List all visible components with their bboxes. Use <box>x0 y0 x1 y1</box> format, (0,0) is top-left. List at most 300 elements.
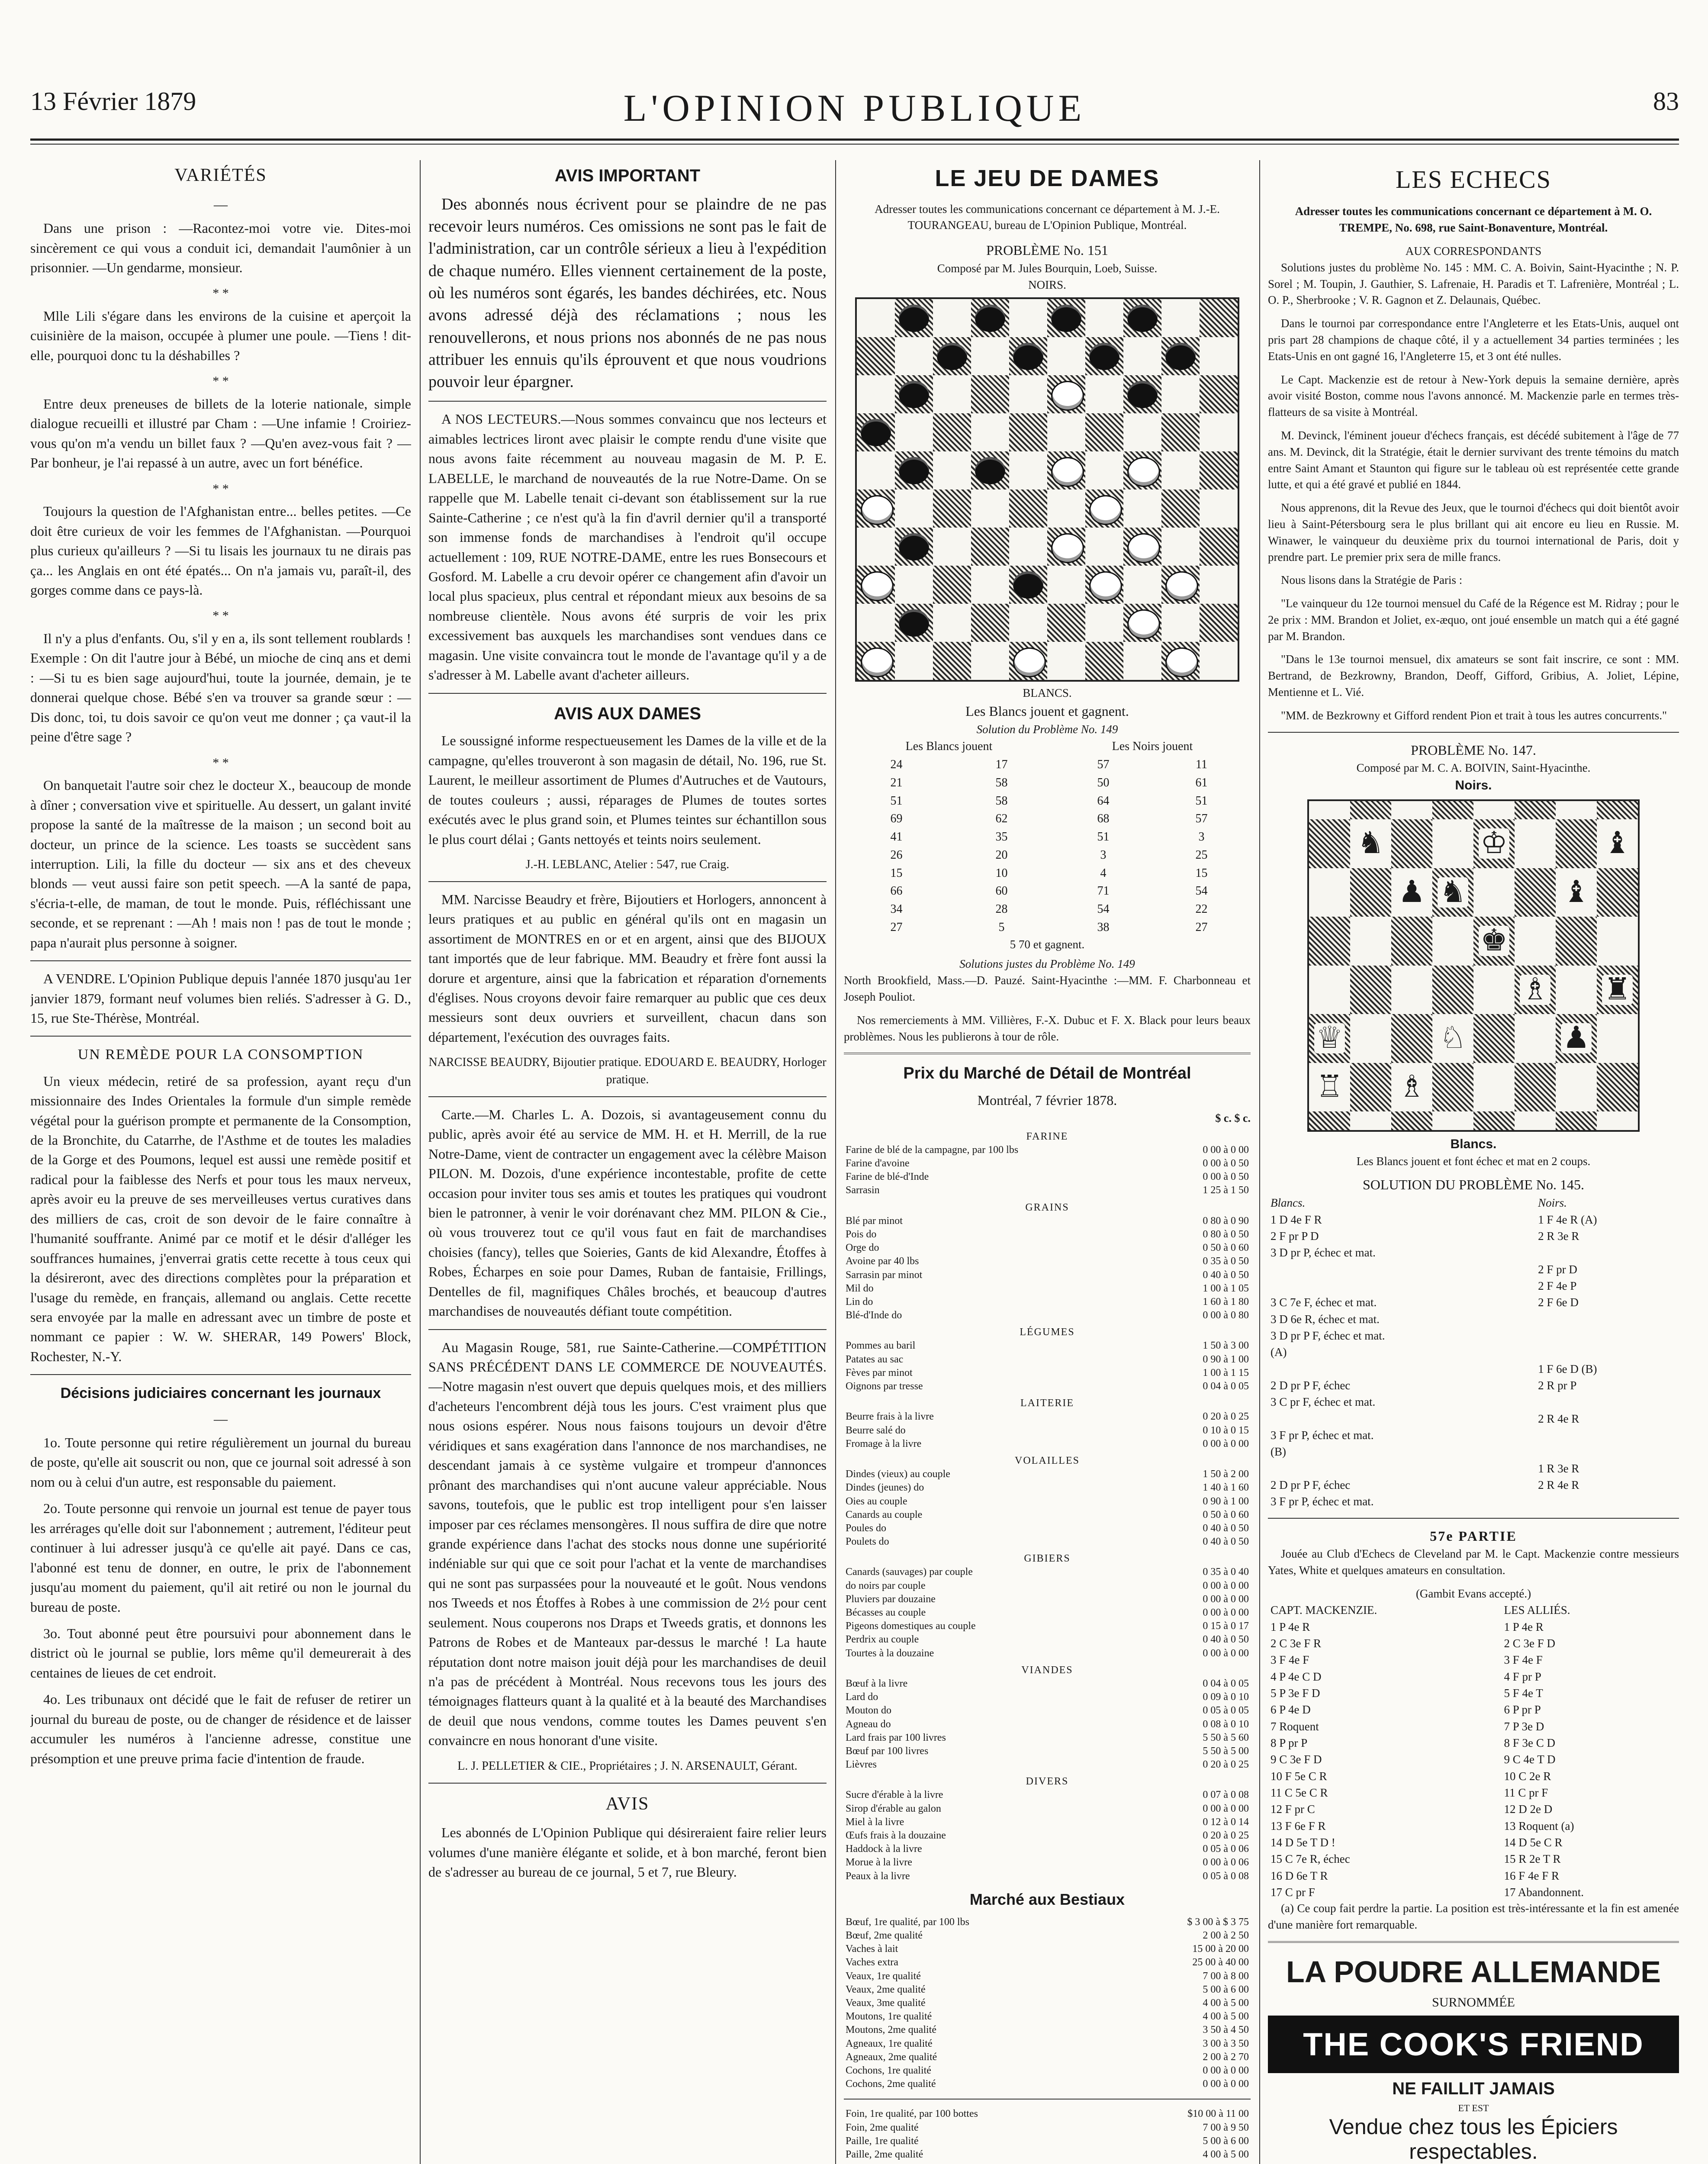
price-item: Patates au sac <box>846 1353 904 1365</box>
board-label-blancs: BLANCS. <box>1023 686 1072 700</box>
solution-row <box>844 810 1251 828</box>
price-category <box>844 1393 1251 1410</box>
price-value: 3 00 à 3 50 <box>1203 2038 1249 2049</box>
chess-square <box>1350 1063 1391 1112</box>
board-square <box>1200 413 1238 451</box>
black-move <box>1535 1244 1679 1261</box>
move-row <box>1268 1394 1679 1410</box>
board-square <box>1161 413 1200 451</box>
bestiaux-table <box>844 1916 1251 2091</box>
chess-square <box>1597 819 1638 868</box>
board-square <box>933 528 971 566</box>
solution-move: 24 <box>890 758 903 772</box>
white-move: 10 F 5e C R <box>1271 1769 1327 1783</box>
board-square <box>895 566 933 604</box>
white-move: 8 P pr P <box>1271 1736 1308 1750</box>
divider <box>1268 1941 1679 1943</box>
chess-square <box>1391 868 1432 917</box>
divider <box>30 1036 411 1037</box>
white-move: 13 F 6e F R <box>1271 1819 1326 1832</box>
solution-move: 60 <box>995 884 1008 898</box>
white-move <box>1268 1261 1535 1278</box>
board-square <box>1200 566 1238 604</box>
chess-square <box>1473 1014 1515 1063</box>
price-value: 0 50 à 0 60 <box>1203 1242 1249 1254</box>
black-move: 14 D 5e C R <box>1504 1836 1563 1849</box>
price-value: 0 15 à 0 17 <box>1203 1620 1249 1632</box>
board-square <box>1161 451 1200 489</box>
column-rule <box>420 160 421 2164</box>
white-move <box>1268 1278 1535 1294</box>
price-row <box>844 1508 1251 1522</box>
solution-move: 69 <box>890 812 903 826</box>
chess-square <box>1556 1063 1597 1112</box>
masthead-rule <box>30 138 1679 141</box>
white-move: 1 P 4e R <box>1271 1620 1310 1633</box>
price-value: 0 10 à 0 15 <box>1203 1424 1249 1436</box>
board-square <box>857 337 895 375</box>
solution-move: 57 <box>1097 758 1110 772</box>
board-square <box>1161 566 1200 604</box>
board-square <box>933 604 971 642</box>
move-row <box>1268 1443 1679 1460</box>
board-square <box>1047 375 1085 413</box>
chess-sol-head-blancs: Blancs. <box>1271 1196 1306 1210</box>
price-category-label: LÉGUMES <box>1020 1327 1075 1338</box>
solution-row <box>844 918 1251 937</box>
board-square <box>895 489 933 528</box>
separator: — <box>214 1410 228 1427</box>
price-row <box>844 2121 1251 2135</box>
echecs-news: "Le vainqueur du 12e tournoi mensuel du Café de la Régence est M. Ridray ; pour le 2e prix : MM. Brandon et Joliet, ex-æquo, ont joué ensemble un match qui a été gagné par M. Brandon. <box>1268 597 1679 643</box>
price-value: 0 00 à 0 00 <box>1203 1580 1249 1591</box>
corresp-title: AUX CORRESPONDANTS <box>1405 244 1542 258</box>
chess-piece: ♜ <box>1602 975 1633 1005</box>
white-move: 2 D pr P F, échec <box>1271 1378 1351 1392</box>
price-value: 0 05 à 0 05 <box>1203 1705 1249 1716</box>
black-move: 2 F pr D <box>1538 1262 1577 1276</box>
price-row <box>844 2107 1251 2121</box>
move-row <box>1268 1294 1679 1311</box>
board-square <box>1123 489 1161 528</box>
price-item: Mouton do <box>846 1705 892 1716</box>
chess-square <box>1556 819 1597 868</box>
price-value: 1 40 à 1 60 <box>1203 1482 1249 1494</box>
solution-move: 25 <box>1195 848 1208 862</box>
price-category <box>844 1127 1251 1143</box>
price-item: Vaches à lait <box>846 1943 898 1955</box>
chess-piece: ♟ <box>1561 1023 1592 1053</box>
price-row <box>844 1468 1251 1481</box>
chess-square <box>1432 868 1473 917</box>
chess-square <box>1556 1014 1597 1063</box>
chess-square <box>1597 868 1638 917</box>
white-move: 14 D 5e T D ! <box>1271 1836 1335 1849</box>
white-piece <box>1051 533 1084 563</box>
board-square <box>971 413 1009 451</box>
black-piece <box>899 381 929 408</box>
white-move: 3 D pr P, échec et mat. <box>1271 1246 1376 1259</box>
price-item: Orge do <box>846 1242 879 1254</box>
price-row <box>844 1997 1251 2010</box>
white-piece <box>861 571 894 601</box>
chess-square <box>1309 917 1350 966</box>
board-square <box>933 375 971 413</box>
black-move: 1 R 3e R <box>1538 1462 1579 1475</box>
magasin-signature: L. J. PELLETIER & CIE., Propriétaires ; J. N. ARSENAULT, Gérant. <box>457 1759 798 1773</box>
price-item: Beurre frais à la livre <box>846 1411 934 1423</box>
black-move: 12 D 2e D <box>1504 1803 1553 1816</box>
prix-date: Montréal, 7 février 1878. <box>977 1092 1117 1108</box>
price-category-label: GIBIERS <box>1024 1553 1071 1565</box>
black-piece <box>975 457 1005 484</box>
white-move <box>1268 1460 1535 1477</box>
chess-square <box>1391 966 1432 1014</box>
board-square <box>1085 566 1123 604</box>
white-move: 3 C 7e F, échec et mat. <box>1271 1296 1377 1309</box>
price-row <box>844 1816 1251 1829</box>
board-square <box>1161 337 1200 375</box>
price-value: 15 00 à 20 00 <box>1192 1943 1249 1955</box>
price-row <box>844 1916 1251 1929</box>
black-move <box>1535 1427 1679 1443</box>
section-title-remede: UN REMÈDE POUR LA CONSOMPTION <box>77 1047 364 1063</box>
white-move: 3 F pr P, échec et mat. <box>1271 1495 1374 1508</box>
column-echecs <box>1268 160 1679 2164</box>
move-row <box>1268 1801 1679 1817</box>
price-value: 0 00 à 0 00 <box>1203 1607 1249 1619</box>
price-row <box>844 1424 1251 1437</box>
white-move: 12 F pr C <box>1271 1803 1315 1816</box>
price-item: Perdrix au couple <box>846 1634 919 1646</box>
board-square <box>1009 566 1047 604</box>
separator-stars: * * <box>212 609 229 623</box>
price-item: Bœuf, 1re qualité, par 100 lbs <box>846 1916 969 1928</box>
board-square <box>895 528 933 566</box>
price-item: Vaches extra <box>846 1957 898 1968</box>
black-move: 17 Abandonnent. <box>1504 1885 1584 1899</box>
price-item: Haddock à la livre <box>846 1843 922 1855</box>
column-rule <box>1259 160 1260 2164</box>
white-piece <box>1013 647 1046 677</box>
board-square <box>857 299 895 337</box>
section-title-bestiaux: Marché aux Bestiaux <box>969 1890 1125 1908</box>
white-move: 3 D pr P F, échec et mat. <box>1271 1329 1385 1342</box>
divider <box>30 960 411 961</box>
price-value: 2 00 à 2 70 <box>1203 2051 1249 2063</box>
price-item: Canards au couple <box>846 1509 923 1520</box>
price-row <box>844 1228 1251 1241</box>
price-item: Oies au couple <box>846 1495 907 1507</box>
board-square <box>1009 642 1047 680</box>
black-move: 5 F 4e T <box>1504 1687 1543 1700</box>
price-value: 5 50 à 5 60 <box>1203 1732 1249 1743</box>
avis-reliure-text: Les abonnés de L'Opinion Publique qui désireraient faire relier leurs volumes d'une manière élégante et solide, et à bon marché, feront bien de s'adresser au bureau de ce journal, 5 et 7, rue Bleury. <box>428 1825 827 1880</box>
black-move: 2 C 3e F D <box>1504 1637 1556 1650</box>
price-value: 0 09 à 0 10 <box>1203 1691 1249 1703</box>
price-value: 4 00 à 5 00 <box>1203 1997 1249 2009</box>
solution-row <box>844 774 1251 792</box>
black-move: 2 R pr P <box>1538 1378 1577 1392</box>
chess-square <box>1350 1014 1391 1063</box>
price-item: Cochons, 1re qualité <box>846 2064 931 2076</box>
masthead-rule-thin <box>30 144 1679 145</box>
move-row <box>1268 1278 1679 1294</box>
chess-square <box>1432 917 1473 966</box>
solution-move: 61 <box>1195 776 1208 789</box>
price-row <box>844 1620 1251 1633</box>
classified-a-vendre: A VENDRE. L'Opinion Publique depuis l'année 1870 jusqu'au 1er janvier 1879, formant neuf volumes bien reliés. S'adresser à G. D., 15, rue Ste-Thérèse, Montréal. <box>30 971 411 1026</box>
board-square <box>1047 566 1085 604</box>
white-move: 17 C pr F <box>1271 1885 1315 1899</box>
move-row <box>1268 1261 1679 1278</box>
chess-square <box>1391 917 1432 966</box>
black-move: 1 F 6e D (B) <box>1538 1362 1597 1375</box>
board-square <box>1123 604 1161 642</box>
board-square <box>895 604 933 642</box>
price-row <box>844 1282 1251 1295</box>
price-value: 0 40 à 0 50 <box>1203 1522 1249 1534</box>
black-move <box>1535 1344 1679 1360</box>
black-move <box>1535 1327 1679 1344</box>
chess-square <box>1391 819 1432 868</box>
move-row <box>1268 1244 1679 1261</box>
white-piece <box>1127 609 1160 639</box>
chess-square <box>1515 917 1556 966</box>
white-move: (A) <box>1271 1346 1287 1359</box>
partie-intro: Jouée au Club d'Echecs de Cleveland par M. le Capt. Mackenzie contre messieurs Yates, White et quelques amateurs en consultation. <box>1268 1547 1679 1577</box>
solution-move: 66 <box>890 884 903 898</box>
black-piece <box>1165 343 1196 370</box>
remede-text: Un vieux médecin, retiré de sa profession, ayant reçu d'un missionnaire des Indes Orientales la formule d'un simple remède végétal pour la guérison prompte et permanente de la Consomption, de la Bronchite, du Catarrhe, de l'Asthme et de toutes les maladies de la Gorge et des Poumons, lequel est aussi une remède positif et radical pour la faiblesse des Nerfs et pour tous les maux nerveux, après avoir eu la preuve de ses merveilleuses vertus curatives dans des milliers de cas, croit de son devoir de le faire connaître à l'humanité souffrante. Animé par ce motif et le désir d'alléger les souffrances humaines, j'enverrai gratis cette recette à tous ceux qui la désireront, avec des directions complètes pour la préparation et l'usage du remède, en français, allemand ou anglais. Cette recette sera envoyée par la malle en adressant avec un timbre de poste et nommant ce papier : W. W. SHERAR, 149 Powers' Block, Rochester, N.-Y. <box>30 1073 411 1364</box>
white-move: 7 Roquent <box>1271 1720 1319 1733</box>
board-square <box>895 337 933 375</box>
price-row <box>844 1255 1251 1268</box>
price-row <box>844 1970 1251 1983</box>
price-row <box>844 2064 1251 2077</box>
solution-row <box>844 864 1251 882</box>
chess-caption: Les Blancs jouent et font échec et mat en 2 coups. <box>1356 1155 1591 1168</box>
board-square <box>1085 337 1123 375</box>
issue-date: 13 Février 1879 <box>30 87 196 116</box>
foin-rows <box>844 2107 1251 2161</box>
price-value: 0 80 à 0 50 <box>1203 1228 1249 1240</box>
solution-move: 54 <box>1097 902 1110 916</box>
price-item: do noirs par couple <box>846 1580 926 1591</box>
white-piece <box>861 495 894 525</box>
board-square <box>1200 489 1238 528</box>
price-item: Lin do <box>846 1296 873 1307</box>
chess-square <box>1473 1063 1515 1112</box>
move-row <box>1268 1784 1679 1801</box>
move-row <box>1268 1327 1679 1344</box>
decision-item: 3o. Tout abonné peut être poursuivi pour abonnement dans le district où le journal se publie, lors même qu'il demeurerait à des centaines de lieues de cet endroit. <box>30 1625 411 1681</box>
move-row <box>1268 1311 1679 1327</box>
newspaper-page <box>30 52 1679 2164</box>
solution-row <box>844 756 1251 774</box>
price-row <box>844 1691 1251 1704</box>
chess-square <box>1515 966 1556 1014</box>
white-piece <box>1165 647 1198 677</box>
chess-square <box>1350 819 1391 868</box>
chess-square <box>1473 966 1515 1014</box>
chess-square <box>1515 1063 1556 1112</box>
board-square <box>971 604 1009 642</box>
avis-important-text: Des abonnés nous écrivent pour se plaindre de ne pas recevoir leurs numéros. Ces omissions ne sont pas le fait de l'administration, car un contrôle sérieux a lieu à l'expédition de chaque numéro. Elles viennent certainement de la poste, où les numéros sont égarés, les bandes déchirées, etc. Nous avons adressé déjà des réclamations ; nous les renouvellerons, et nous prions nos abonnés de ne pas nous attribuer les ennuis qu'ils éprouvent et que nous voudrions pouvoir leur épargner. <box>428 195 827 391</box>
black-move: 2 F 6e D <box>1538 1296 1579 1309</box>
move-row <box>1268 1834 1679 1851</box>
white-move <box>1268 1410 1535 1427</box>
price-item: Agneaux, 1re qualité <box>846 2038 933 2049</box>
move-row <box>1268 1344 1679 1360</box>
partie-table <box>1268 1602 1679 1900</box>
prices-table <box>844 1127 1251 1883</box>
board-square <box>857 451 895 489</box>
divider <box>1268 732 1679 733</box>
poudre-title: LA POUDRE ALLEMANDE <box>1286 1955 1661 1989</box>
white-move: 3 F pr P, échec et mat. <box>1271 1428 1374 1442</box>
price-row <box>844 2135 1251 2148</box>
black-piece <box>975 305 1005 332</box>
price-item: Veaux, 2me qualité <box>846 1984 926 1995</box>
chess-square <box>1309 801 1350 820</box>
white-piece <box>861 647 894 677</box>
black-move: 6 P pr P <box>1504 1703 1541 1716</box>
price-value: 0 35 à 0 50 <box>1203 1256 1249 1267</box>
board-square <box>895 642 933 680</box>
chess-square <box>1515 1014 1556 1063</box>
board-square <box>1123 299 1161 337</box>
black-move: 9 C 4e T D <box>1504 1753 1556 1766</box>
solution-move: 62 <box>995 812 1008 826</box>
bestiaux-rows <box>844 1916 1251 2091</box>
partie-title: 57e PARTIE <box>1430 1528 1517 1544</box>
section-title-varietes: VARIÉTÉS <box>174 165 267 185</box>
price-value: 0 90 à 1 00 <box>1203 1353 1249 1365</box>
partie-head-white: CAPT. MACKENZIE. <box>1271 1604 1377 1617</box>
white-move: 3 F 4e F <box>1271 1653 1309 1667</box>
masthead <box>30 52 1679 138</box>
board-square <box>857 642 895 680</box>
board-square <box>933 451 971 489</box>
board-square <box>1123 413 1161 451</box>
solution-end: 5 70 et gagnent. <box>1010 937 1085 951</box>
price-item: Bécasses au couple <box>846 1607 926 1619</box>
divider <box>844 2099 1251 2100</box>
board-square <box>1123 375 1161 413</box>
chess-square <box>1309 966 1350 1014</box>
board-square <box>1123 642 1161 680</box>
cooks-friend-logo: THE COOK'S FRIEND <box>1268 2016 1679 2073</box>
solution-move: 58 <box>995 776 1008 789</box>
chess-square <box>1350 868 1391 917</box>
move-row <box>1268 1493 1679 1510</box>
price-row <box>844 1184 1251 1197</box>
price-row <box>844 1677 1251 1691</box>
price-row <box>844 2077 1251 2091</box>
price-item: Fromage à la livre <box>846 1438 922 1449</box>
solution-move: 41 <box>890 830 903 844</box>
board-square <box>1047 604 1085 642</box>
section-title-echecs: LES ECHECS <box>1396 165 1551 193</box>
chess-board <box>1307 799 1640 1132</box>
price-item: Lard do <box>846 1691 878 1703</box>
column-avis <box>428 160 827 2164</box>
price-category-label: VOLAILLES <box>1015 1455 1080 1466</box>
section-title-jeu-de-dames: LE JEU DE DAMES <box>935 165 1160 191</box>
white-piece <box>1165 571 1198 601</box>
black-move: 13 Roquent (a) <box>1504 1819 1574 1832</box>
price-value: 0 05 à 0 06 <box>1203 1843 1249 1855</box>
chess-square <box>1432 1014 1473 1063</box>
price-row <box>844 1380 1251 1393</box>
black-piece <box>861 419 891 446</box>
price-value: 4 00 à 5 00 <box>1203 2011 1249 2022</box>
board-square <box>1009 604 1047 642</box>
black-move: 3 F 4e F <box>1504 1653 1543 1667</box>
price-category <box>844 1771 1251 1788</box>
chess-square <box>1556 917 1597 966</box>
price-row <box>844 1942 1251 1956</box>
black-piece <box>1051 305 1081 332</box>
echecs-intro: Adresser toutes les communications concernant ce département à M. O. TREMPE, No. 698, rue Saint-Bonaventure, Montréal. <box>1295 205 1652 235</box>
board-square <box>1161 642 1200 680</box>
solution-row <box>844 828 1251 846</box>
anecdote: Entre deux preneuses de billets de la loterie nationale, simple dialogue recueilli et illustré par Cham : —Une infamie ! Croiriez-vous qu'on m'a vendu un billet faux ? —Qu'en avez-vous fait ? —Par bonheur, je l'ai repassé à un autre, avec un fort bénéfice. <box>30 396 411 471</box>
price-value: 7 00 à 9 50 <box>1203 2122 1249 2133</box>
chess-square <box>1473 819 1515 868</box>
price-item: Moutons, 1re qualité <box>846 2011 932 2022</box>
board-square <box>1047 413 1085 451</box>
problem-author: Composé par M. Jules Bourquin, Loeb, Suisse. <box>937 261 1158 275</box>
price-value: $10 00 à 11 00 <box>1187 2108 1249 2120</box>
price-value: 0 00 à 0 00 <box>1203 1438 1249 1449</box>
echecs-news: Nous apprenons, dit la Revue des Jeux, que le tournoi d'échecs qui doit bientôt avoir lieu à Saint-Pétersbourg sera le plus brillant qui ait encore eu lieu en Russie. M. Winawer, le vainqueur du deuxième prix du tournoi international de Paris, doit y prendre part. Le premier prix sera de mille francs. <box>1268 501 1679 564</box>
solution-move: 3 <box>1100 848 1107 862</box>
price-value: 1 00 à 1 05 <box>1203 1282 1249 1294</box>
echecs-news: "MM. de Bezkrowny et Gifford rendent Pion et trait à tous les autres concurrents." <box>1281 708 1667 722</box>
price-item: Oignons par tresse <box>846 1381 923 1392</box>
price-row <box>844 1788 1251 1802</box>
decision-item: 2o. Toute personne qui renvoie un journal est tenue de payer tous les arrérages qu'elle doit sur l'abonnement ; autrement, l'éditeur peut continuer à lui adresser jusqu'à ce qu'elle ait payé. Dans ce cas, l'abonné est tenu de donner, en outre, le prix de l'abonnement jusqu'au moment du paiement, qu'il ait retiré ou non le journal du bureau de poste. <box>30 1501 411 1615</box>
chess-square <box>1515 819 1556 868</box>
move-row <box>1268 1735 1679 1751</box>
board-square <box>857 489 895 528</box>
black-move: 2 F 4e P <box>1538 1279 1577 1292</box>
price-value: 0 20 à 0 25 <box>1203 1830 1249 1842</box>
price-row <box>844 1565 1251 1579</box>
price-value: 0 00 à 0 50 <box>1203 1158 1249 1169</box>
chess-square <box>1391 1063 1432 1112</box>
black-move: 4 F pr P <box>1504 1670 1541 1683</box>
price-value: 0 20 à 0 25 <box>1203 1411 1249 1423</box>
solution-table <box>844 737 1251 936</box>
price-value: 5 50 à 5 00 <box>1203 1745 1249 1757</box>
price-row <box>844 1170 1251 1184</box>
solution-move: 11 <box>1195 758 1207 772</box>
chess-square <box>1515 801 1556 820</box>
chess-piece: ♝ <box>1602 828 1633 859</box>
price-item: Sirop d'érable au galon <box>846 1803 941 1814</box>
chess-solution-title: SOLUTION DU PROBLÈME No. 145. <box>1363 1176 1584 1192</box>
price-value: 0 12 à 0 14 <box>1203 1816 1249 1828</box>
black-move: 11 C pr F <box>1504 1786 1548 1799</box>
black-move <box>1535 1311 1679 1327</box>
price-value: 0 00 à 0 00 <box>1203 1144 1249 1156</box>
black-move: 2 R 4e R <box>1538 1412 1579 1425</box>
price-item: Farine de blé de la campagne, par 100 lbs <box>846 1144 1019 1156</box>
board-square <box>971 451 1009 489</box>
